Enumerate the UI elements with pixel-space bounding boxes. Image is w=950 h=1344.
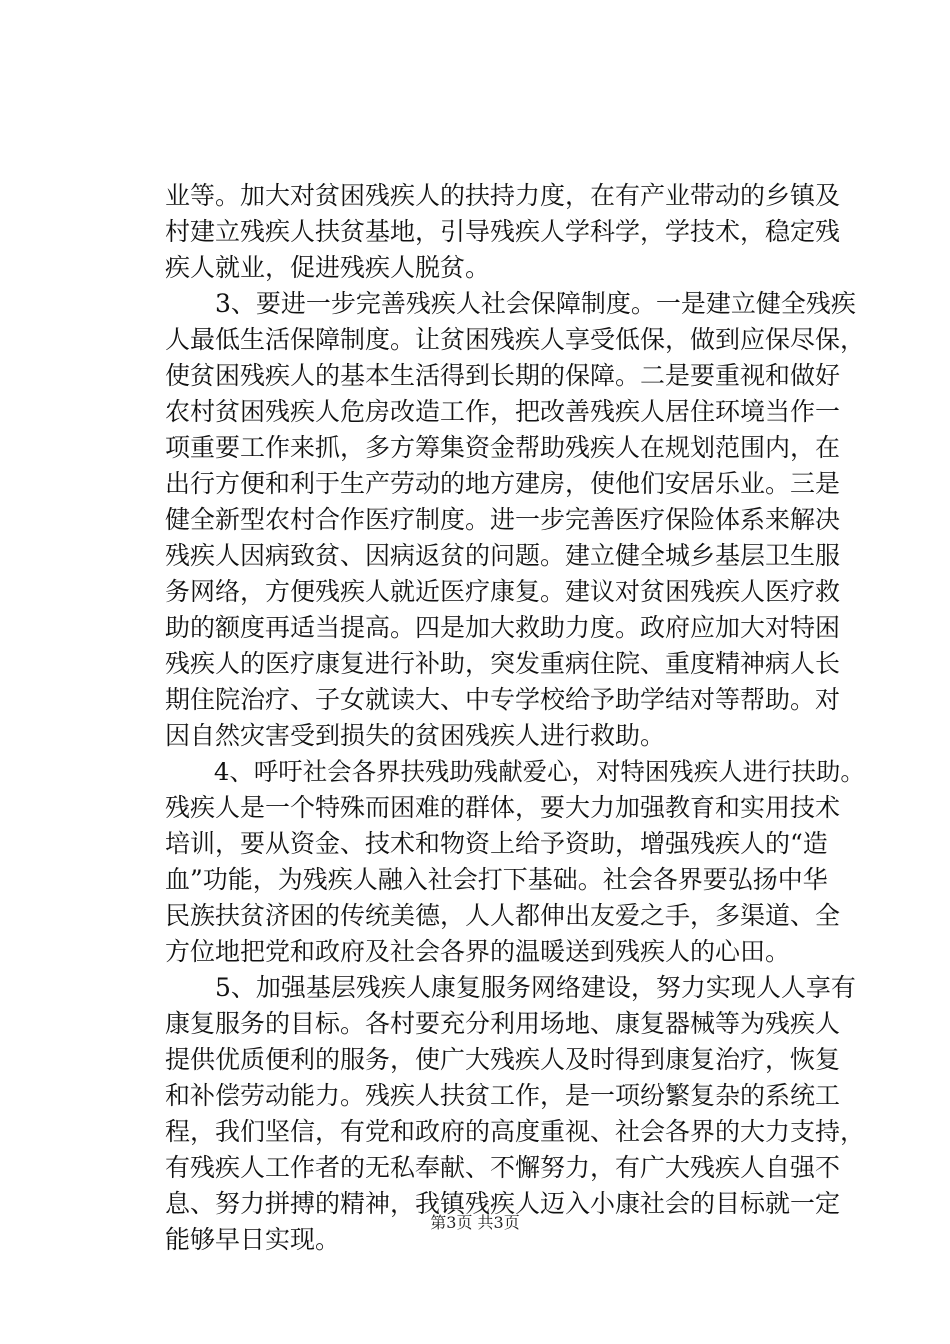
text-line: 培训，要从资金、技术和物资上给予资助，增强残疾人的“造 [165, 829, 828, 858]
text-line: 期住院治疗、子女就读大、中专学校给予助学结对等帮助。对 [165, 685, 841, 714]
text-line: 项重要工作来抓，多方筹集资金帮助残疾人在规划范围内，在 [165, 433, 841, 462]
text-line: 健全新型农村合作医疗制度。进一步完善医疗保险体系来解决 [165, 505, 841, 534]
text-line: 息、努力拼搏的精神，我镇残疾人迈入小康社会的目标就一定 [165, 1189, 841, 1218]
text-line: 残疾人的医疗康复进行补助，突发重病住院、重度精神病人长 [165, 649, 841, 678]
text-line: 村建立残疾人扶贫基地，引导残疾人学科学，学技术，稳定残 [165, 217, 841, 246]
text-line: 能够早日实现。 [165, 1225, 341, 1254]
text-line: 5、加强基层残疾人康复服务网络建设，努力实现人人享有 [165, 973, 856, 1002]
text-line: 务网络，方便残疾人就近医疗康复。建议对贫困残疾人医疗救 [165, 577, 841, 606]
text-line: 残疾人因病致贫、因病返贫的问题。建立健全城乡基层卫生服 [165, 541, 841, 570]
text-line: 3、要进一步完善残疾人社会保障制度。一是建立健全残疾 [165, 289, 856, 318]
text-line: 有残疾人工作者的无私奉献、不懈努力，有广大残疾人自强不 [165, 1153, 841, 1182]
text-line: 使贫困残疾人的基本生活得到长期的保障。二是要重视和做好 [165, 361, 841, 390]
text-line: 疾人就业，促进残疾人脱贫。 [165, 253, 491, 282]
text-line: 和补偿劳动能力。残疾人扶贫工作，是一项纷繁复杂的系统工 [165, 1081, 841, 1110]
text-line: 农村贫困残疾人危房改造工作，把改善残疾人居住环境当作一 [165, 397, 841, 426]
text-line: 出行方便和利于生产劳动的地方建房，使他们安居乐业。三是 [165, 469, 841, 498]
text-line: 康复服务的目标。各村要充分利用场地、康复器械等为残疾人 [165, 1009, 841, 1038]
text-line: 4、呼吁社会各界扶残助残献爱心，对特困残疾人进行扶助。 [165, 757, 865, 786]
text-line: 助的额度再适当提高。四是加大救助力度。政府应加大对特困 [165, 613, 841, 642]
text-line: 方位地把党和政府及社会各界的温暖送到残疾人的心田。 [165, 937, 791, 966]
text-line: 血”功能，为残疾人融入社会打下基础。社会各界要弘扬中华 [165, 865, 828, 894]
text-line: 程，我们坚信，有党和政府的高度重视、社会各界的大力支持， [165, 1117, 866, 1146]
text-line: 民族扶贫济困的传统美德，人人都伸出友爱之手，多渠道、全 [165, 901, 841, 930]
text-line: 提供优质便利的服务，使广大残疾人及时得到康复治疗，恢复 [165, 1045, 841, 1074]
text-line: 残疾人是一个特殊而困难的群体，要大力加强教育和实用技术 [165, 793, 841, 822]
text-line: 业等。加大对贫困残疾人的扶持力度，在有产业带动的乡镇及 [165, 181, 841, 210]
page-number-footer: 第3页 共3页 [430, 1213, 520, 1232]
text-line: 因自然灾害受到损失的贫困残疾人进行救助。 [165, 721, 666, 750]
text-line: 人最低生活保障制度。让贫困残疾人享受低保，做到应保尽保， [165, 325, 866, 354]
